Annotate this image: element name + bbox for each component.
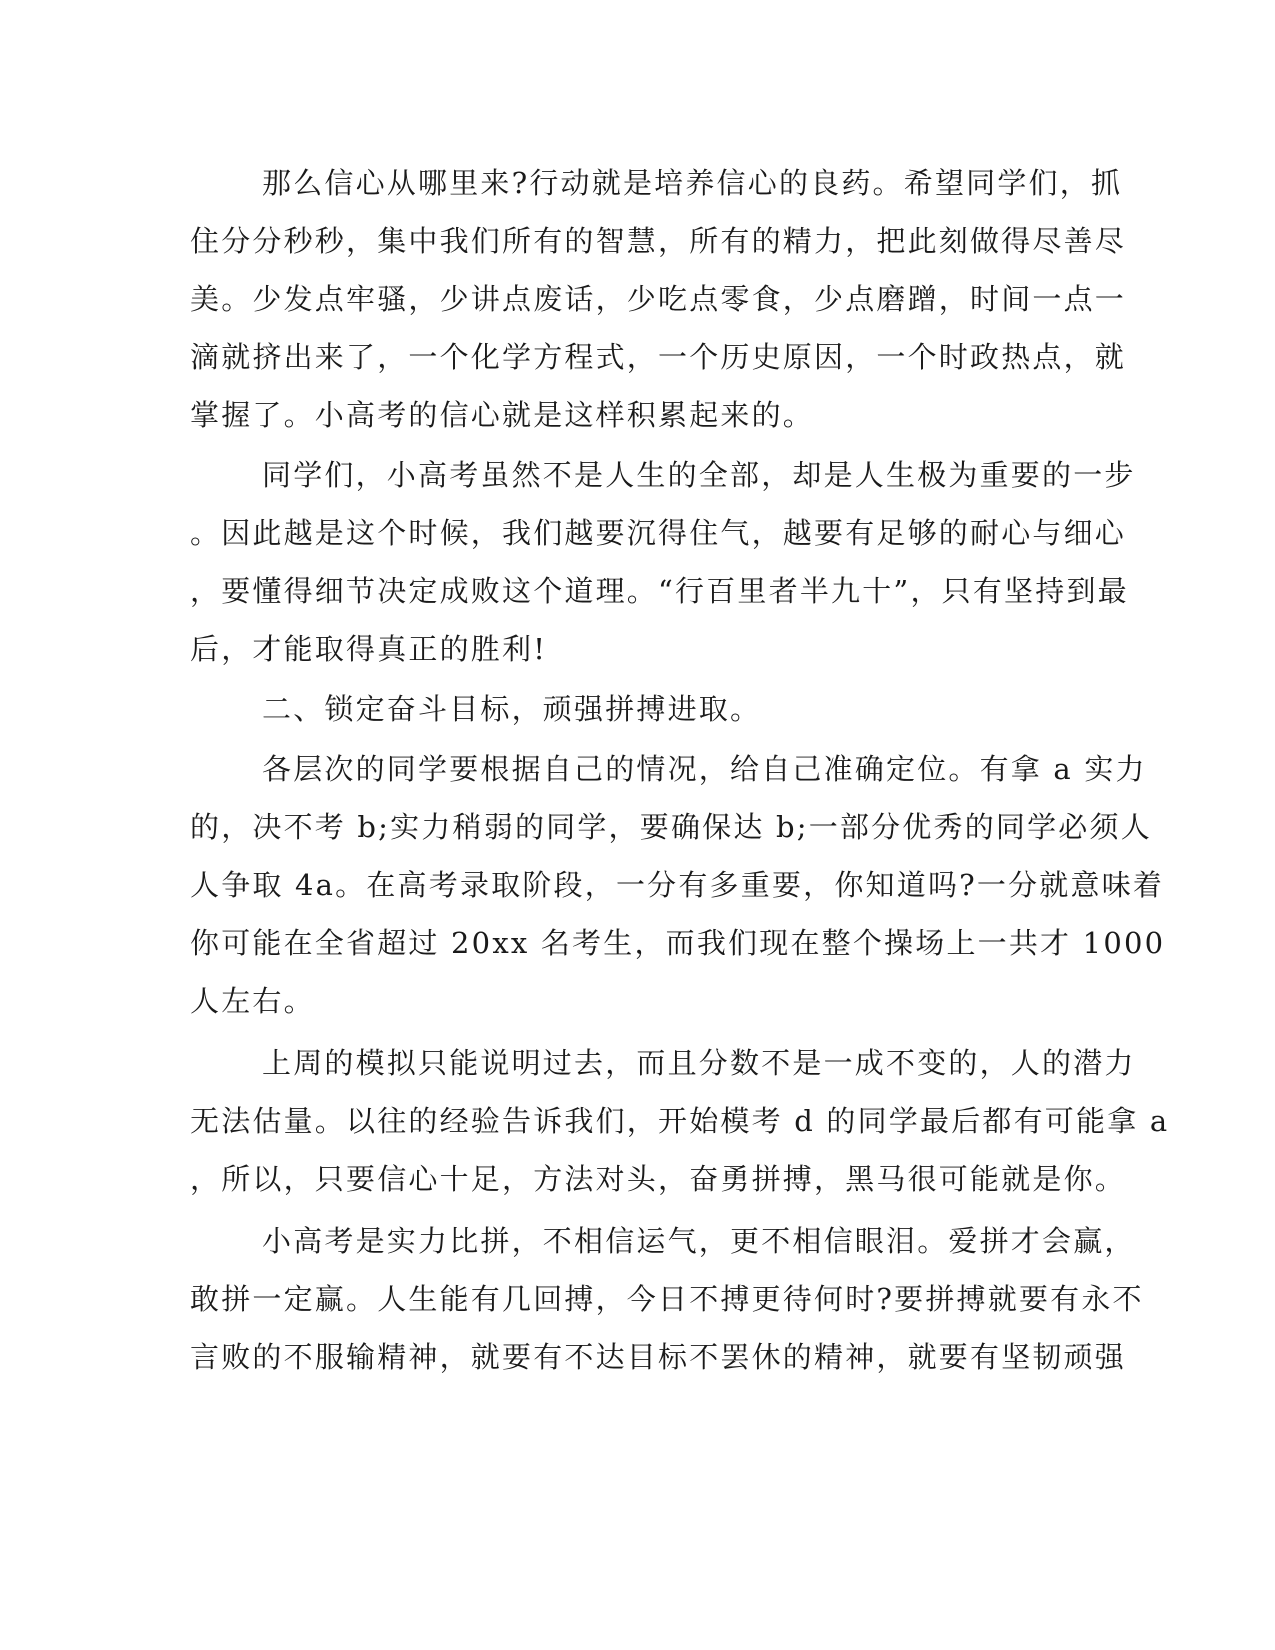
text-line: 同学们，小高考虽然不是人生的全部，却是人生极为重要的一步 bbox=[262, 458, 1136, 492]
text-line: 那么信心从哪里来?行动就是培养信心的良药。希望同学们，抓 bbox=[262, 166, 1123, 200]
section-heading: 二、锁定奋斗目标，顽强拼搏进取。 bbox=[262, 692, 762, 726]
text-line: ，所以，只要信心十足，方法对头，奋勇拼搏，黑马很可能就是你。 bbox=[190, 1162, 1127, 1196]
text-line: 小高考是实力比拼，不相信运气，更不相信眼泪。爱拼才会赢， bbox=[262, 1224, 1136, 1258]
text-line: 掌握了。小高考的信心就是这样积累起来的。 bbox=[190, 398, 815, 432]
text-line: 各层次的同学要根据自己的情况，给自己准确定位。有拿 a 实力 bbox=[262, 752, 1147, 786]
text-line: 人左右。 bbox=[190, 984, 315, 1018]
text-line: ，要懂得细节决定成败这个道理。“行百里者半九十”，只有坚持到最 bbox=[190, 574, 1129, 608]
text-line: 。因此越是这个时候，我们越要沉得住气，越要有足够的耐心与细心 bbox=[190, 516, 1127, 550]
text-line: 美。少发点牢骚，少讲点废话，少吃点零食，少点磨蹭，时间一点一 bbox=[190, 282, 1127, 316]
text-line: 滴就挤出来了，一个化学方程式，一个历史原因，一个时政热点，就 bbox=[190, 340, 1127, 374]
text-line: 敢拼一定赢。人生能有几回搏，今日不搏更待何时?要拼搏就要有永不 bbox=[190, 1282, 1144, 1316]
text-line: 后，才能取得真正的胜利! bbox=[190, 632, 548, 666]
text-line: 的，决不考 b;实力稍弱的同学，要确保达 b;一部分优秀的同学必须人 bbox=[190, 810, 1152, 844]
text-line: 你可能在全省超过 20xx 名考生，而我们现在整个操场上一共才 1000 bbox=[190, 926, 1166, 960]
text-line: 人争取 4a。在高考录取阶段，一分有多重要，你知道吗?一分就意味着 bbox=[190, 868, 1165, 902]
text-line: 言败的不服输精神，就要有不达目标不罢休的精神，就要有坚韧顽强 bbox=[190, 1340, 1127, 1374]
text-line: 上周的模拟只能说明过去，而且分数不是一成不变的，人的潜力 bbox=[262, 1046, 1136, 1080]
text-line: 无法估量。以往的经验告诉我们，开始模考 d 的同学最后都有可能拿 a bbox=[190, 1104, 1170, 1138]
text-line: 住分分秒秒，集中我们所有的智慧，所有的精力，把此刻做得尽善尽 bbox=[190, 224, 1127, 258]
